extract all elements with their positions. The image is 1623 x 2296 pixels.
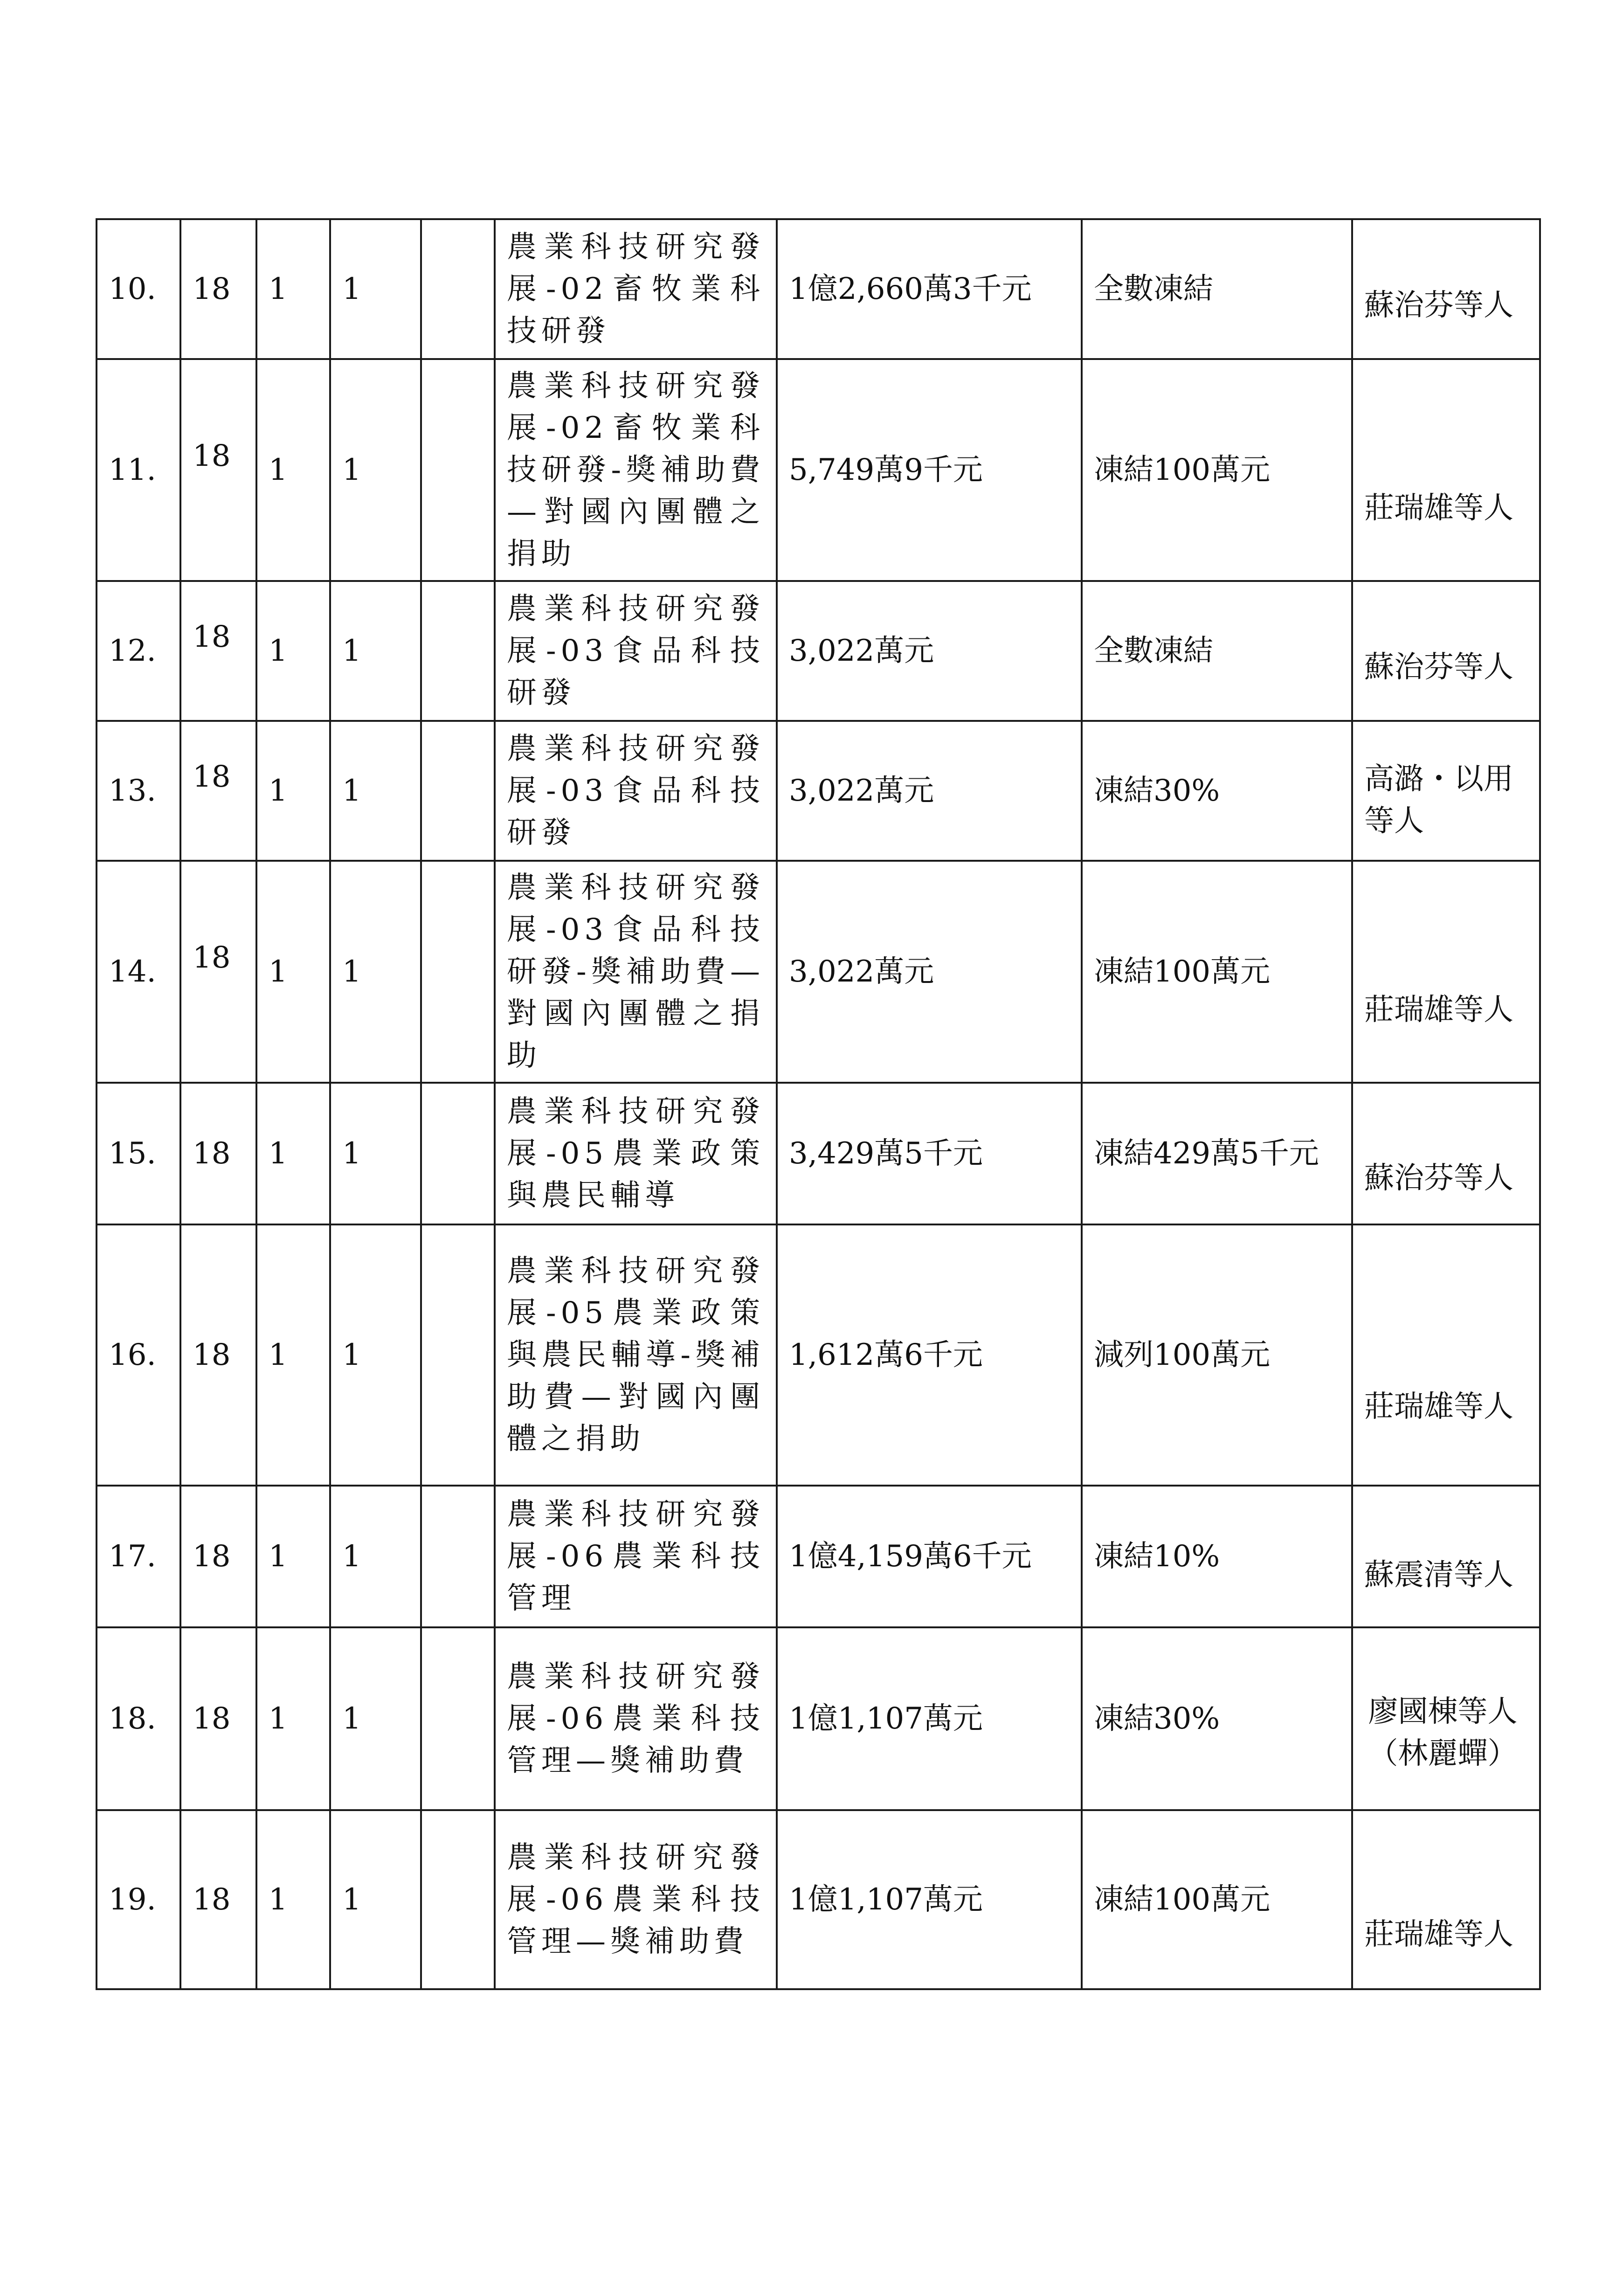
code-b: 1 — [256, 359, 330, 581]
budget-amount: 5,749萬9千元 — [777, 359, 1082, 581]
row-number: 12. — [97, 581, 180, 721]
freeze-action: 減列100萬元 — [1082, 1224, 1352, 1486]
freeze-action: 凍結100萬元 — [1082, 359, 1352, 581]
table-row — [97, 1486, 1540, 1627]
code-d — [421, 581, 495, 721]
row-number: 19. — [97, 1810, 180, 1989]
budget-item: 農業科技研究發展-05農業政策與農民輔導 — [495, 1083, 777, 1224]
code-d — [421, 1224, 495, 1486]
code-b: 1 — [256, 1486, 330, 1627]
proposer-text: 莊瑞雄等人 — [1364, 993, 1513, 1027]
proposer-text: 莊瑞雄等人 — [1364, 1390, 1513, 1424]
proposer-text: 蘇治芬等人 — [1364, 288, 1513, 323]
table-row — [97, 1810, 1540, 1989]
code-b: 1 — [256, 1810, 330, 1989]
code-b: 1 — [256, 1627, 330, 1810]
freeze-action: 凍結10% — [1082, 1486, 1352, 1627]
code-c: 1 — [330, 1083, 421, 1224]
code-c: 1 — [330, 359, 421, 581]
table-row — [97, 1224, 1540, 1486]
code-b: 1 — [256, 581, 330, 721]
code-b: 1 — [256, 721, 330, 861]
code-d — [421, 1810, 495, 1989]
code-d — [421, 861, 495, 1083]
code-d — [421, 359, 495, 581]
table-row — [97, 1083, 1540, 1224]
budget-item: 農業科技研究發展-03食品科技研發 — [495, 721, 777, 861]
budget-amount: 1億2,660萬3千元 — [777, 219, 1082, 359]
budget-item: 農業科技研究發展-05農業政策與農民輔導-獎補助費—對國內團體之捐助 — [495, 1224, 777, 1486]
proposer — [1352, 1083, 1540, 1224]
row-number: 18. — [97, 1627, 180, 1810]
budget-item: 農業科技研究發展-06農業科技管理 — [495, 1486, 777, 1627]
code-d — [421, 721, 495, 861]
code-a: 18 — [180, 219, 256, 359]
freeze-action: 凍結30% — [1082, 721, 1352, 861]
proposer-text: 蘇震清等人 — [1364, 1558, 1513, 1592]
code-a: 18 — [180, 1083, 256, 1224]
proposer-text: 莊瑞雄等人 — [1364, 491, 1513, 526]
budget-amount: 3,022萬元 — [777, 861, 1082, 1083]
budget-item: 農業科技研究發展-03食品科技研發-獎補助費—對國內團體之捐助 — [495, 861, 777, 1083]
proposer-text: 蘇治芬等人 — [1364, 1161, 1513, 1196]
budget-item: 農業科技研究發展-06農業科技管理—獎補助費 — [495, 1627, 777, 1810]
code-c: 1 — [330, 1810, 421, 1989]
code-d — [421, 219, 495, 359]
proposer-text: 廖國棟等人（林麗蟬） — [1368, 1694, 1518, 1771]
freeze-action: 凍結30% — [1082, 1627, 1352, 1810]
code-a: 18 — [180, 1810, 256, 1989]
code-a-text: 18 — [193, 760, 231, 794]
row-number: 10. — [97, 219, 180, 359]
freeze-action: 凍結429萬5千元 — [1082, 1083, 1352, 1224]
proposer — [1352, 359, 1540, 581]
code-c: 1 — [330, 1627, 421, 1810]
code-c: 1 — [330, 861, 421, 1083]
row-number: 11. — [97, 359, 180, 581]
budget-item: 農業科技研究發展-03食品科技研發 — [495, 581, 777, 721]
code-b: 1 — [256, 861, 330, 1083]
row-number: 14. — [97, 861, 180, 1083]
freeze-action: 凍結100萬元 — [1082, 861, 1352, 1083]
proposer — [1352, 721, 1540, 861]
code-a-text: 18 — [193, 439, 231, 473]
budget-amount: 1,612萬6千元 — [777, 1224, 1082, 1486]
code-c: 1 — [330, 581, 421, 721]
code-a: 18 — [180, 1224, 256, 1486]
code-c: 1 — [330, 219, 421, 359]
table-row — [97, 359, 1540, 581]
code-a — [180, 861, 256, 1083]
code-c: 1 — [330, 1486, 421, 1627]
table-row — [97, 721, 1540, 861]
code-d — [421, 1627, 495, 1810]
code-b: 1 — [256, 1083, 330, 1224]
budget-amount: 3,022萬元 — [777, 721, 1082, 861]
budget-item: 農業科技研究發展-02畜牧業科技研發-獎補助費—對國內團體之捐助 — [495, 359, 777, 581]
row-number: 13. — [97, 721, 180, 861]
row-number: 15. — [97, 1083, 180, 1224]
proposer — [1352, 581, 1540, 721]
proposer-text: 高潞・以用等人 — [1364, 762, 1513, 838]
table-row — [97, 581, 1540, 721]
row-number: 16. — [97, 1224, 180, 1486]
row-number: 17. — [97, 1486, 180, 1627]
code-a — [180, 581, 256, 721]
table-row — [97, 1627, 1540, 1810]
code-a-text: 18 — [193, 941, 231, 975]
code-d — [421, 1486, 495, 1627]
code-a — [180, 359, 256, 581]
freeze-action: 全數凍結 — [1082, 219, 1352, 359]
proposer — [1352, 1486, 1540, 1627]
code-a — [180, 721, 256, 861]
budget-freeze-table — [96, 218, 1541, 1990]
table-row — [97, 861, 1540, 1083]
code-a: 18 — [180, 1627, 256, 1810]
budget-amount: 1億4,159萬6千元 — [777, 1486, 1082, 1627]
code-b: 1 — [256, 219, 330, 359]
budget-amount: 3,429萬5千元 — [777, 1083, 1082, 1224]
code-a-text: 18 — [193, 620, 231, 654]
budget-item: 農業科技研究發展-06農業科技管理—獎補助費 — [495, 1810, 777, 1989]
proposer — [1352, 219, 1540, 359]
code-c: 1 — [330, 721, 421, 861]
proposer — [1352, 1810, 1540, 1989]
proposer — [1352, 861, 1540, 1083]
proposer-text: 莊瑞雄等人 — [1364, 1917, 1513, 1952]
code-d — [421, 1083, 495, 1224]
code-a: 18 — [180, 1486, 256, 1627]
freeze-action: 凍結100萬元 — [1082, 1810, 1352, 1989]
code-c: 1 — [330, 1224, 421, 1486]
table-row — [97, 219, 1540, 359]
proposer — [1352, 1224, 1540, 1486]
budget-amount: 1億1,107萬元 — [777, 1810, 1082, 1989]
budget-item: 農業科技研究發展-02畜牧業科技研發 — [495, 219, 777, 359]
budget-amount: 1億1,107萬元 — [777, 1627, 1082, 1810]
budget-amount: 3,022萬元 — [777, 581, 1082, 721]
freeze-action: 全數凍結 — [1082, 581, 1352, 721]
proposer — [1352, 1627, 1540, 1810]
code-b: 1 — [256, 1224, 330, 1486]
proposer-text: 蘇治芬等人 — [1364, 650, 1513, 685]
